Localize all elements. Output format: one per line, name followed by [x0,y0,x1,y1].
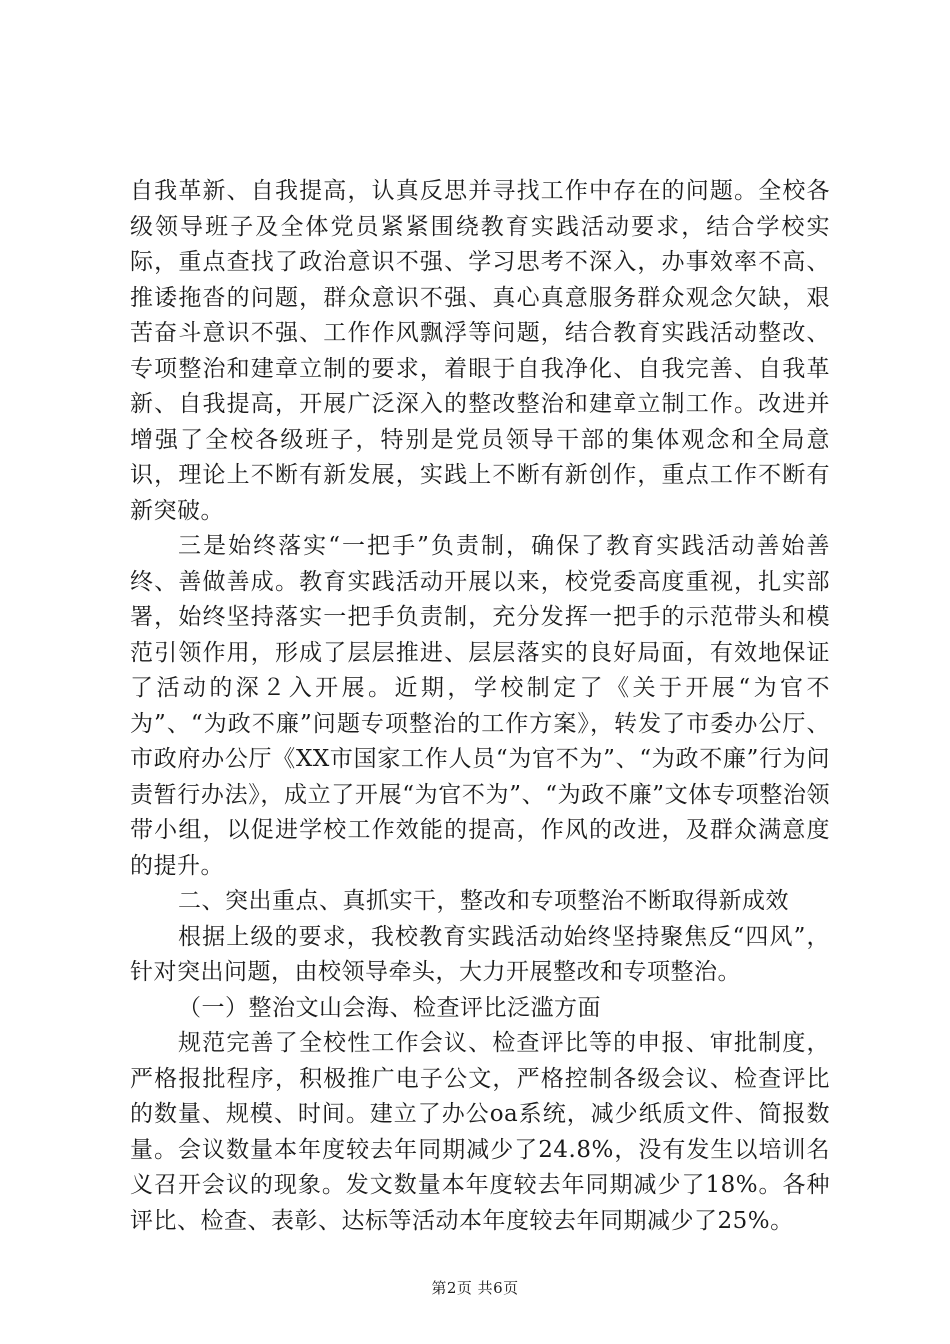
section-heading-two: 二、突出重点、真抓实干，整改和专项整治不断取得新成效 [178,888,789,914]
subsection-heading-one: （一）整治文山会海、检查评比泛滥方面 [178,994,601,1021]
paragraph-meeting-reduction: 规范完善了全校性工作会议、检查评比等的申报、审批制度，严格报批程序，积极推广电子公文，严格控制各级会议、检查评比的数量、规模、时间。建立了办公oa系统，减少纸质文件、简报数量。会议数量本年度较去年同期减少了24.8%，没有发生以培训名义召开会议的现象。发文数量本年度较去年同期减少了18%。各种评比、检查、表彰、达标等活动本年度较去年同期减少了25%。 [130,1030,830,1234]
page-number-label: 第2页 共6页 [431,1279,519,1297]
document-body [130,174,830,1239]
paragraph-section-intro: 根据上级的要求，我校教育实践活动始终坚持聚焦反“四风”，针对突出问题，由校领导牵头，大力开展整改和专项整治。 [130,923,830,985]
paragraph-item-three: 三是始终落实“一把手”负责制，确保了教育实践活动善始善终、善做善成。教育实践活动开展以来，校党委高度重视，扎实部署，始终坚持落实一把手负责制，充分发挥一把手的示范带头和模范引领作用，形成了层层推进、层层落实的良好局面，有效地保证了活动的深２入开展。近期，学校制定了《关于开展“为官不为”、“为政不廉”问题专项整治的工作方案》，转发了市委办公厅、市政府办公厅《XX市国家工作人员“为官不为”、“为政不廉”行为问责暂行办法》，成立了开展“为官不为”、“为政不廉”文体专项整治领带小组，以促进学校工作效能的提高，作风的改进，及群众满意度的提升。 [130,533,830,879]
page-footer [0,1277,950,1298]
paragraph-continuation: 自我革新、自我提高，认真反思并寻找工作中存在的问题。全校各级领导班子及全体党员紧紧围绕教育实践活动要求，结合学校实际，重点查找了政治意识不强、学习思考不深入，办事效率不高、推诿拖沓的问题，群众意识不强、真心真意服务群众观念欠缺，艰苦奋斗意识不强、工作作风飘浮等问题，结合教育实践活动整改、专项整治和建章立制的要求，着眼于自我净化、自我完善、自我革新、自我提高，开展广泛深入的整改整治和建章立制工作。改进并增强了全校各级班子，特别是党员领导干部的集体观念和全局意识，理论上不断有新发展，实践上不断有新创作，重点工作不断有新突破。 [130,178,830,524]
